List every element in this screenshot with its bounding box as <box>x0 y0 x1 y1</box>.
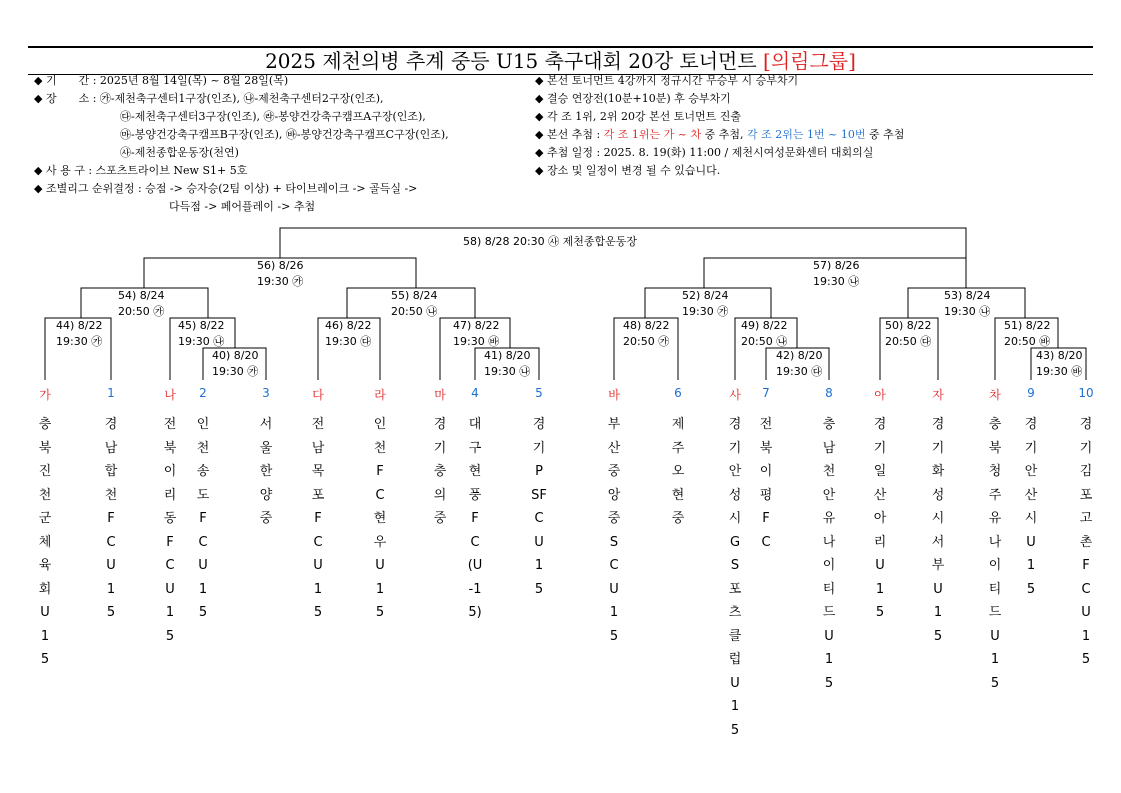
match-label <box>212 348 259 380</box>
match-label <box>885 318 932 350</box>
match-number-date: 57) 8/26 <box>813 259 860 272</box>
match-time-venue: 20:50 ㉯ <box>391 305 438 318</box>
team-name: 전북이리동FCU15 <box>163 417 177 644</box>
team-name: 경기PSFCU15 <box>531 417 547 597</box>
seed-label: 라 <box>374 388 386 402</box>
team-name: 경기김포고촌FCU15 <box>1079 417 1093 667</box>
draw-second-place: 각 조 2위는 1번 ~ 10번 <box>747 128 866 141</box>
match-number-date: 56) 8/26 <box>257 259 304 272</box>
info-ranking: ◆ 조별리그 순위결정 : 승점 -> 승자승(2팀 이상) + 타이브레이크 -> 골득실 -> <box>34 182 418 195</box>
seed-label: 다 <box>312 388 324 402</box>
match-number-date: 51) 8/22 <box>1004 319 1051 332</box>
match-time-venue: 19:30 ㉮ <box>257 275 304 288</box>
match-time-venue: 19:30 ㉯ <box>484 365 531 378</box>
seed-label: 2 <box>199 386 207 400</box>
match-time-venue: 19:30 ㉮ <box>56 335 103 348</box>
match-label <box>741 318 788 350</box>
team-name: 경남합천FCU15 <box>104 417 118 620</box>
info-period: ◆ 기 간 : 2025년 8월 14일(목) ~ 8월 28일(목) <box>34 74 289 87</box>
info-notice: ◆ 장소 및 일정이 변경 될 수 있습니다. <box>535 164 721 177</box>
team-name: 경기일산아리U15 <box>873 417 887 620</box>
match-number-date: 58) 8/28 20:30 ㉴ 제천종합운동장 <box>463 235 638 248</box>
info-rule-3: ◆ 각 조 1위, 2위 20강 본선 토너먼트 진출 <box>535 110 742 123</box>
team-name: 제주오현중 <box>671 417 685 526</box>
info-venue-3: ㉲-봉양건강축구캠프B구장(인조), ㉳-봉양건강축구캠프C구장(인조), <box>120 128 449 141</box>
title-main: 2025 제천의병 추계 중등 U15 축구대회 20강 토너먼트 <box>265 49 764 73</box>
match-number-date: 52) 8/24 <box>682 289 729 302</box>
match-label <box>776 348 823 380</box>
match-number-date: 54) 8/24 <box>118 289 165 302</box>
info-rule-1: ◆ 본선 토너먼트 4강까지 정규시간 무승부 시 승부차기 <box>535 74 799 87</box>
info-rule-2: ◆ 결승 연장전(10분+10분) 후 승부차기 <box>535 92 731 105</box>
seed-label: 9 <box>1027 386 1035 400</box>
draw-mid: 중 추첨, <box>701 128 747 141</box>
team-name: 충북진천군체육회U15 <box>38 417 52 667</box>
match-label <box>257 258 304 290</box>
draw-prefix: ◆ 본선 추첨 : <box>535 128 604 141</box>
seed-label: 자 <box>932 388 944 402</box>
team-name: 경기화성시서부U15 <box>931 417 945 644</box>
match-label <box>325 318 372 350</box>
match-time-venue: 20:50 ㉰ <box>885 335 932 348</box>
match-time-venue: 19:30 ㉯ <box>813 275 860 288</box>
match-label <box>453 318 500 350</box>
info-venue: ◆ 장 소 : ㉮-제천축구센터1구장(인조), ㉯-제천축구센터2구장(인조), <box>34 92 384 105</box>
team-name: 전북이평FC <box>759 417 773 550</box>
match-time-venue: 19:30 ㉰ <box>325 335 372 348</box>
team-name: 대구현풍FC(U-15) <box>467 417 483 620</box>
seed-label: 사 <box>729 388 741 402</box>
match-time-venue: 20:50 ㉳ <box>1004 335 1051 348</box>
match-label <box>813 258 860 290</box>
team-name: 충북청주유나이티드U15 <box>988 417 1002 691</box>
match-label <box>118 288 165 320</box>
seed-label: 1 <box>107 386 115 400</box>
match-time-venue: 20:50 ㉮ <box>118 305 165 318</box>
seed-label: 가 <box>39 388 51 402</box>
match-time-venue: 19:30 ㉮ <box>212 365 259 378</box>
match-number-date: 48) 8/22 <box>623 319 670 332</box>
info-venue-4: ㉴-제천종합운동장(천연) <box>120 146 239 159</box>
team-name: 부산중앙중SCU15 <box>607 417 621 644</box>
seed-label: 바 <box>608 388 620 402</box>
match-label <box>178 318 225 350</box>
match-label <box>1036 348 1083 380</box>
team-name: 서울한양중 <box>259 417 273 526</box>
match-label <box>463 234 637 250</box>
seed-label: 10 <box>1078 386 1094 400</box>
info-ranking-2: 다득점 -> 페어플레이 -> 추첨 <box>169 200 316 213</box>
seed-label: 4 <box>471 386 479 400</box>
match-number-date: 43) 8/20 <box>1036 349 1083 362</box>
match-time-venue: 19:30 ㉯ <box>178 335 225 348</box>
match-label <box>682 288 729 320</box>
team-name: 경기안산시U15 <box>1024 417 1038 597</box>
match-label <box>623 318 670 350</box>
match-time-venue: 19:30 ㉰ <box>776 365 823 378</box>
match-number-date: 44) 8/22 <box>56 319 103 332</box>
seed-label: 6 <box>674 386 682 400</box>
team-name: 경기안성시GS포츠클럽U15 <box>728 417 742 738</box>
match-number-date: 53) 8/24 <box>944 289 991 302</box>
seed-label: 나 <box>164 388 176 402</box>
match-label <box>1004 318 1051 350</box>
team-name: 경기충의중 <box>433 417 447 526</box>
match-label <box>391 288 438 320</box>
match-number-date: 46) 8/22 <box>325 319 372 332</box>
draw-first-place: 각 조 1위는 가 ~ 차 <box>603 128 702 141</box>
match-number-date: 55) 8/24 <box>391 289 438 302</box>
info-ball: ◆ 사 용 구 : 스포츠트라이브 New S1+ 5호 <box>34 164 248 177</box>
match-number-date: 50) 8/22 <box>885 319 932 332</box>
match-time-venue: 20:50 ㉯ <box>741 335 788 348</box>
team-name: 인천송도FCU15 <box>196 417 210 620</box>
match-label <box>944 288 991 320</box>
seed-label: 마 <box>434 388 446 402</box>
match-time-venue: 19:30 ㉮ <box>682 305 729 318</box>
match-time-venue: 19:30 ㉳ <box>453 335 500 348</box>
info-draw-schedule: ◆ 추첨 일정 : 2025. 8. 19(화) 11:00 / 제천시여성문화센터 대회의실 <box>535 146 874 159</box>
team-name: 전남목포FCU15 <box>311 417 325 620</box>
team-name: 충남천안유나이티드U15 <box>822 417 836 691</box>
match-label <box>56 318 103 350</box>
match-time-venue: 19:30 ㉳ <box>1036 365 1083 378</box>
match-number-date: 41) 8/20 <box>484 349 531 362</box>
match-number-date: 49) 8/22 <box>741 319 788 332</box>
seed-label: 아 <box>874 388 886 402</box>
match-number-date: 47) 8/22 <box>453 319 500 332</box>
seed-label: 3 <box>262 386 270 400</box>
seed-label: 7 <box>762 386 770 400</box>
match-number-date: 45) 8/22 <box>178 319 225 332</box>
title-group: [의림그룹] <box>763 49 856 73</box>
seed-label: 8 <box>825 386 833 400</box>
match-number-date: 42) 8/20 <box>776 349 823 362</box>
seed-label: 차 <box>989 388 1001 402</box>
match-label <box>484 348 531 380</box>
match-time-venue: 19:30 ㉯ <box>944 305 991 318</box>
draw-suffix: 중 추첨 <box>865 128 905 141</box>
team-name: 인천FC현우U15 <box>373 417 387 620</box>
match-time-venue: 20:50 ㉮ <box>623 335 670 348</box>
info-venue-2: ㉰-제천축구센터3구장(인조), ㉱-봉양건강축구캠프A구장(인조), <box>120 110 426 123</box>
match-number-date: 40) 8/20 <box>212 349 259 362</box>
seed-label: 5 <box>535 386 543 400</box>
